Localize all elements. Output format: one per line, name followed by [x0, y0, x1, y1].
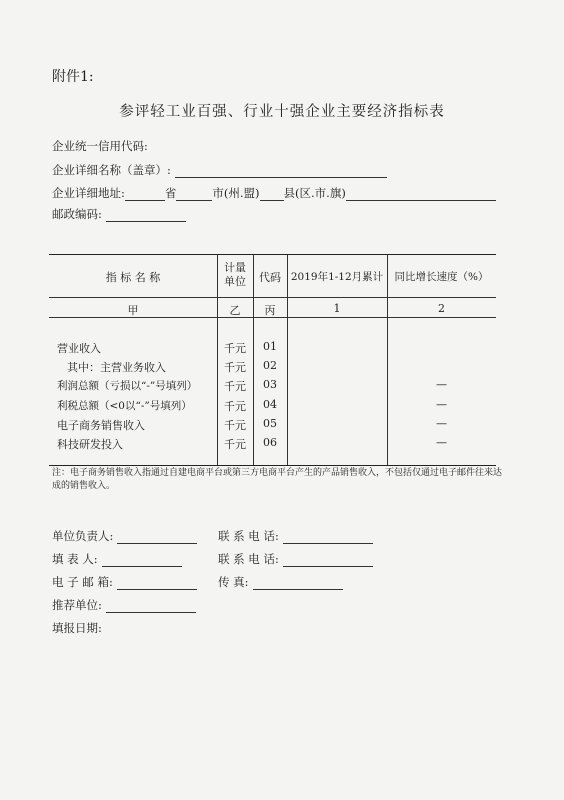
row-code: 06 — [263, 436, 277, 449]
row-name: 利润总额（亏损以“-”号填列） — [57, 380, 198, 392]
row-growth: — — [436, 378, 447, 391]
row-name: 科技研发投入 — [57, 438, 123, 451]
phone-row — [218, 528, 373, 544]
postal-row — [52, 206, 186, 222]
row-name: 利税总额（<0以“-”号填列） — [57, 400, 192, 412]
phone2-label: 联 系 电 话: — [218, 552, 279, 566]
fax-row — [218, 574, 343, 590]
row-name: 电子商务销售收入 — [57, 419, 145, 432]
email-field[interactable] — [117, 576, 197, 590]
filler-field[interactable] — [102, 553, 182, 567]
responsible-row — [52, 528, 197, 544]
filler-row — [52, 551, 182, 567]
address-label: 企业详细地址: — [52, 186, 125, 200]
phone-label: 联 系 电 话: — [218, 529, 279, 543]
company-name-field[interactable] — [175, 164, 387, 178]
header-growth: 同比增长速度（%） — [394, 271, 489, 283]
subheader-unit: 乙 — [229, 304, 241, 317]
row-name: 其中：主营业务收入 — [67, 361, 166, 374]
row-unit: 千元 — [224, 380, 246, 393]
subheader-indicator: 甲 — [127, 304, 139, 317]
city-label: 市(州.盟) — [212, 186, 260, 200]
postal-label: 邮政编码: — [52, 207, 102, 221]
company-name-label: 企业详细名称（盖章）: — [52, 163, 171, 177]
email-row — [52, 574, 197, 590]
phone2-field[interactable] — [283, 553, 373, 567]
county-label: 县(区.市.旗) — [283, 186, 346, 200]
email-label: 电 子 邮 箱: — [52, 575, 113, 589]
row-unit: 千元 — [224, 400, 246, 413]
recommender-row — [52, 597, 196, 613]
phone-field[interactable] — [283, 530, 373, 544]
table-note: 注：电子商务销售收入指通过自建电商平台或第三方电商平台产生的产品销售收入，不包括仅通过电子邮件往来达成的销售收入。 — [52, 468, 503, 491]
row-growth: — — [436, 398, 447, 411]
city-field[interactable] — [176, 187, 212, 201]
credit-code-row — [52, 138, 148, 154]
postal-field[interactable] — [106, 208, 186, 222]
date-row — [52, 620, 102, 636]
address-detail-field[interactable] — [346, 187, 496, 201]
header-value: 2019年1-12月累计 — [290, 271, 384, 283]
recommender-label: 推荐单位: — [52, 598, 102, 612]
indicator-table — [49, 254, 496, 466]
subheader-growth: 2 — [438, 302, 445, 315]
row-growth: — — [436, 417, 447, 430]
credit-code-label: 企业统一信用代码: — [52, 139, 148, 153]
recommender-field[interactable] — [106, 599, 196, 613]
row-code: 03 — [263, 378, 277, 391]
attachment-label: 附件1: — [52, 69, 94, 85]
responsible-label: 单位负责人: — [52, 529, 114, 543]
phone2-row — [218, 551, 373, 567]
subheader-value: 1 — [333, 302, 341, 315]
province-field[interactable] — [125, 187, 165, 201]
header-unit: 计量 单位 — [224, 261, 246, 288]
row-code: 05 — [263, 417, 277, 430]
row-unit: 千元 — [224, 438, 246, 451]
address-row — [52, 185, 496, 201]
subheader-code: 丙 — [264, 304, 276, 317]
province-label: 省 — [164, 186, 177, 200]
company-name-row — [52, 162, 387, 178]
header-code: 代码 — [259, 271, 281, 284]
fax-field[interactable] — [253, 576, 343, 590]
header-indicator: 指 标 名 称 — [105, 271, 161, 284]
row-name: 营业收入 — [57, 342, 101, 355]
county-field[interactable] — [260, 187, 284, 201]
row-code: 02 — [263, 359, 277, 372]
row-unit: 千元 — [224, 342, 246, 355]
row-unit: 千元 — [224, 419, 246, 432]
date-label: 填报日期: — [52, 621, 102, 635]
row-unit: 千元 — [224, 361, 246, 374]
fax-label: 传 真: — [218, 575, 249, 589]
row-growth: — — [436, 436, 447, 449]
filler-label: 填 表 人: — [52, 552, 98, 566]
form-title: 参评轻工业百强、行业十强企业主要经济指标表 — [119, 104, 445, 120]
row-code: 01 — [263, 340, 277, 353]
row-code: 04 — [263, 398, 277, 411]
responsible-field[interactable] — [117, 530, 197, 544]
